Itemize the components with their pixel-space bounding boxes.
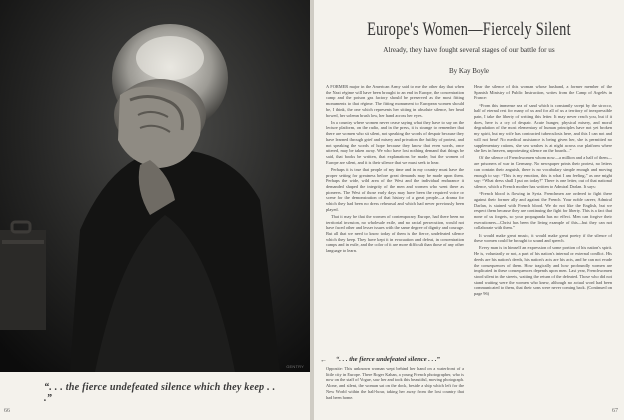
photo-description-caption: Opposite: This unknown woman wept behind her hand on a waterfront of a little city in Europe. There Roger Kahan, a young French photographer, who is now on the staff of Vogue, saw her and took this beautiful, moving photograph. Alone, and silent, the woman sat on the dock, beside a ship which left for the New World within the half-hour, taking her away from the lost country that had been home. [326,366,464,400]
article-column-2 [474,84,612,298]
photo-illustration [0,0,310,372]
column-2-paragraph: It would make great music, it would make great poetry if the silence of these women could be brought to sound and speech. [474,232,612,244]
article-column-1 [326,84,464,255]
right-page [314,0,624,420]
column-2-paragraph: “French blood is flowing in Syria. Frenchmen are ordered to fight there against their former ally and against the French. Your noble career, Admiral Darlan, is stained with French blood. We do not like the English, but we respect them because they are continuing the fight for liberty. This is a fact that none of us forgets, so your propaganda has no effect. Men can forgive their executioners—Christ has been the living example of this—but they can not collaborate with them.” [474,191,612,231]
photo-caption-quote: “. . . the fierce undefeated silence which they keep . . .” [44,382,276,404]
column-2-paragraph: Hear the silence of this woman whose husband, a former member of the Spanish Ministry of Public Instruction, writes from the Camp of Argelès in France: [474,84,612,101]
article-title: Europe's Women—Fiercely Silent [367,20,571,40]
column-2-paragraph: Every man is in himself an expression of some portion of his nation's spirit. He is, voluntarily or not, a part of his nation's internal or external conflict. His deeds are his nation's deeds, his nation's acts are his acts, and he can not evade the consequences of them. How tragically and how profoundly women are implicated in these consequences depends upon men. Last year, Frenchwomen stood silent in the streets, waiting the return of the defeated. Those who did not stand waiting were the women who knew, although no actual word had been communicated to them, that their sons were never coming back. (Continued on page 96) [474,245,612,297]
column-1-paragraph: A FORMER major in the American Army said to me the other day that when the Nazi régime will have been brought to an end in Europe, the concentration camp and the poison gas factory should be preserved as the most fitting monuments to that régime. The fitting monument to European women should be, I think, the one which represents her sitting in absolute silence, her head bowed, her solemn brush low, her hand across her eyes. [326,84,464,118]
pull-quote: “. . . the fierce undefeated silence . . .” [336,356,440,363]
article-subtitle: Already, they have fought several stages of our battle for us [383,46,555,54]
column-1-paragraph: That it may be that the women of contemporary Europe, had there been no territorial invasion, no wholesale exile, and no racial persecution, would not have faced other and lesser issues with the same degree of dignity and courage. But all that we need to know today of them is the fierce, undefeated silence which they keep. They have kept it in evacuation and defeat, in concentration camps and in exile, and the color of it are more difficult than those of any other language to learn. [326,213,464,254]
photo-credit: GENTRY [286,364,304,369]
page-number-left: 66 [4,408,10,414]
column-2-paragraph: “From this immense sea of sand which is constantly swept by the sirocco, half of eternal rest for many of us and for all of us a territory of inexpressible pain, I take the liberty of writing this letter. It may never reach you, but if it does, here is a cry of despair. Acute hunger, physical misery, and moral degradation of the most elementary of human principles have not yet broken my spirit, but my wife has contracted tuberculosis here, and this I can not and will not bear! No medical assistance is being given her, she is permitted no supplementary rations, she sea washes is at night across our platform where she lies in heaven, unprotesting silence on the boards...” [474,102,612,154]
column-2-paragraph: Of the silence of Frenchwomen whom now—a million and a half of them—are prisoners of war in Germany. No newspaper prints their protest, no letters can contain their anguish, there is no vocabulary simple enough and moving enough to say: “This is my emotion, this is what I am feeling,” as one might say: “What dress shall I put on today?” There is one letter, out of that national silence, which a French mother has written to Admiral Darlan. It says: [474,155,612,189]
column-1-paragraph: In a country where women never cease saying what they have to say on the lecture platform, on the radio, and in the press, it is strange to remember that there are women who sit silent, not speaking the words of despair because they have learned through grief and misery and privation the futility of protest, and not speaking the words of hope because they know that even words, once uttered, may be taken away. We who have lost nothing demand that things be said, that books be written, that explanations be made; but the women of Europe are silent, and it is their silence that we must seek to hear. [326,119,464,165]
column-1-paragraph: Perhaps it is true that people of my time and in my country must have the proper setting for greatness before great demands may be made upon them. Perhaps the wide, wild area of the West and the individual endurance it demanded shaped the integrity of the men and women who went there as pioneers. The West of those early days may have been the required voice or scene for the demonstration of that history of a great people—a drama for which they had been no dress rehearsal and which had never previously been played. [326,166,464,212]
woman-crying-photo [0,0,310,372]
page-number-right: 67 [612,408,618,414]
article-byline: By Kay Boyle [448,67,490,75]
left-page [0,0,310,420]
arrow-left-icon: ← [320,356,327,364]
